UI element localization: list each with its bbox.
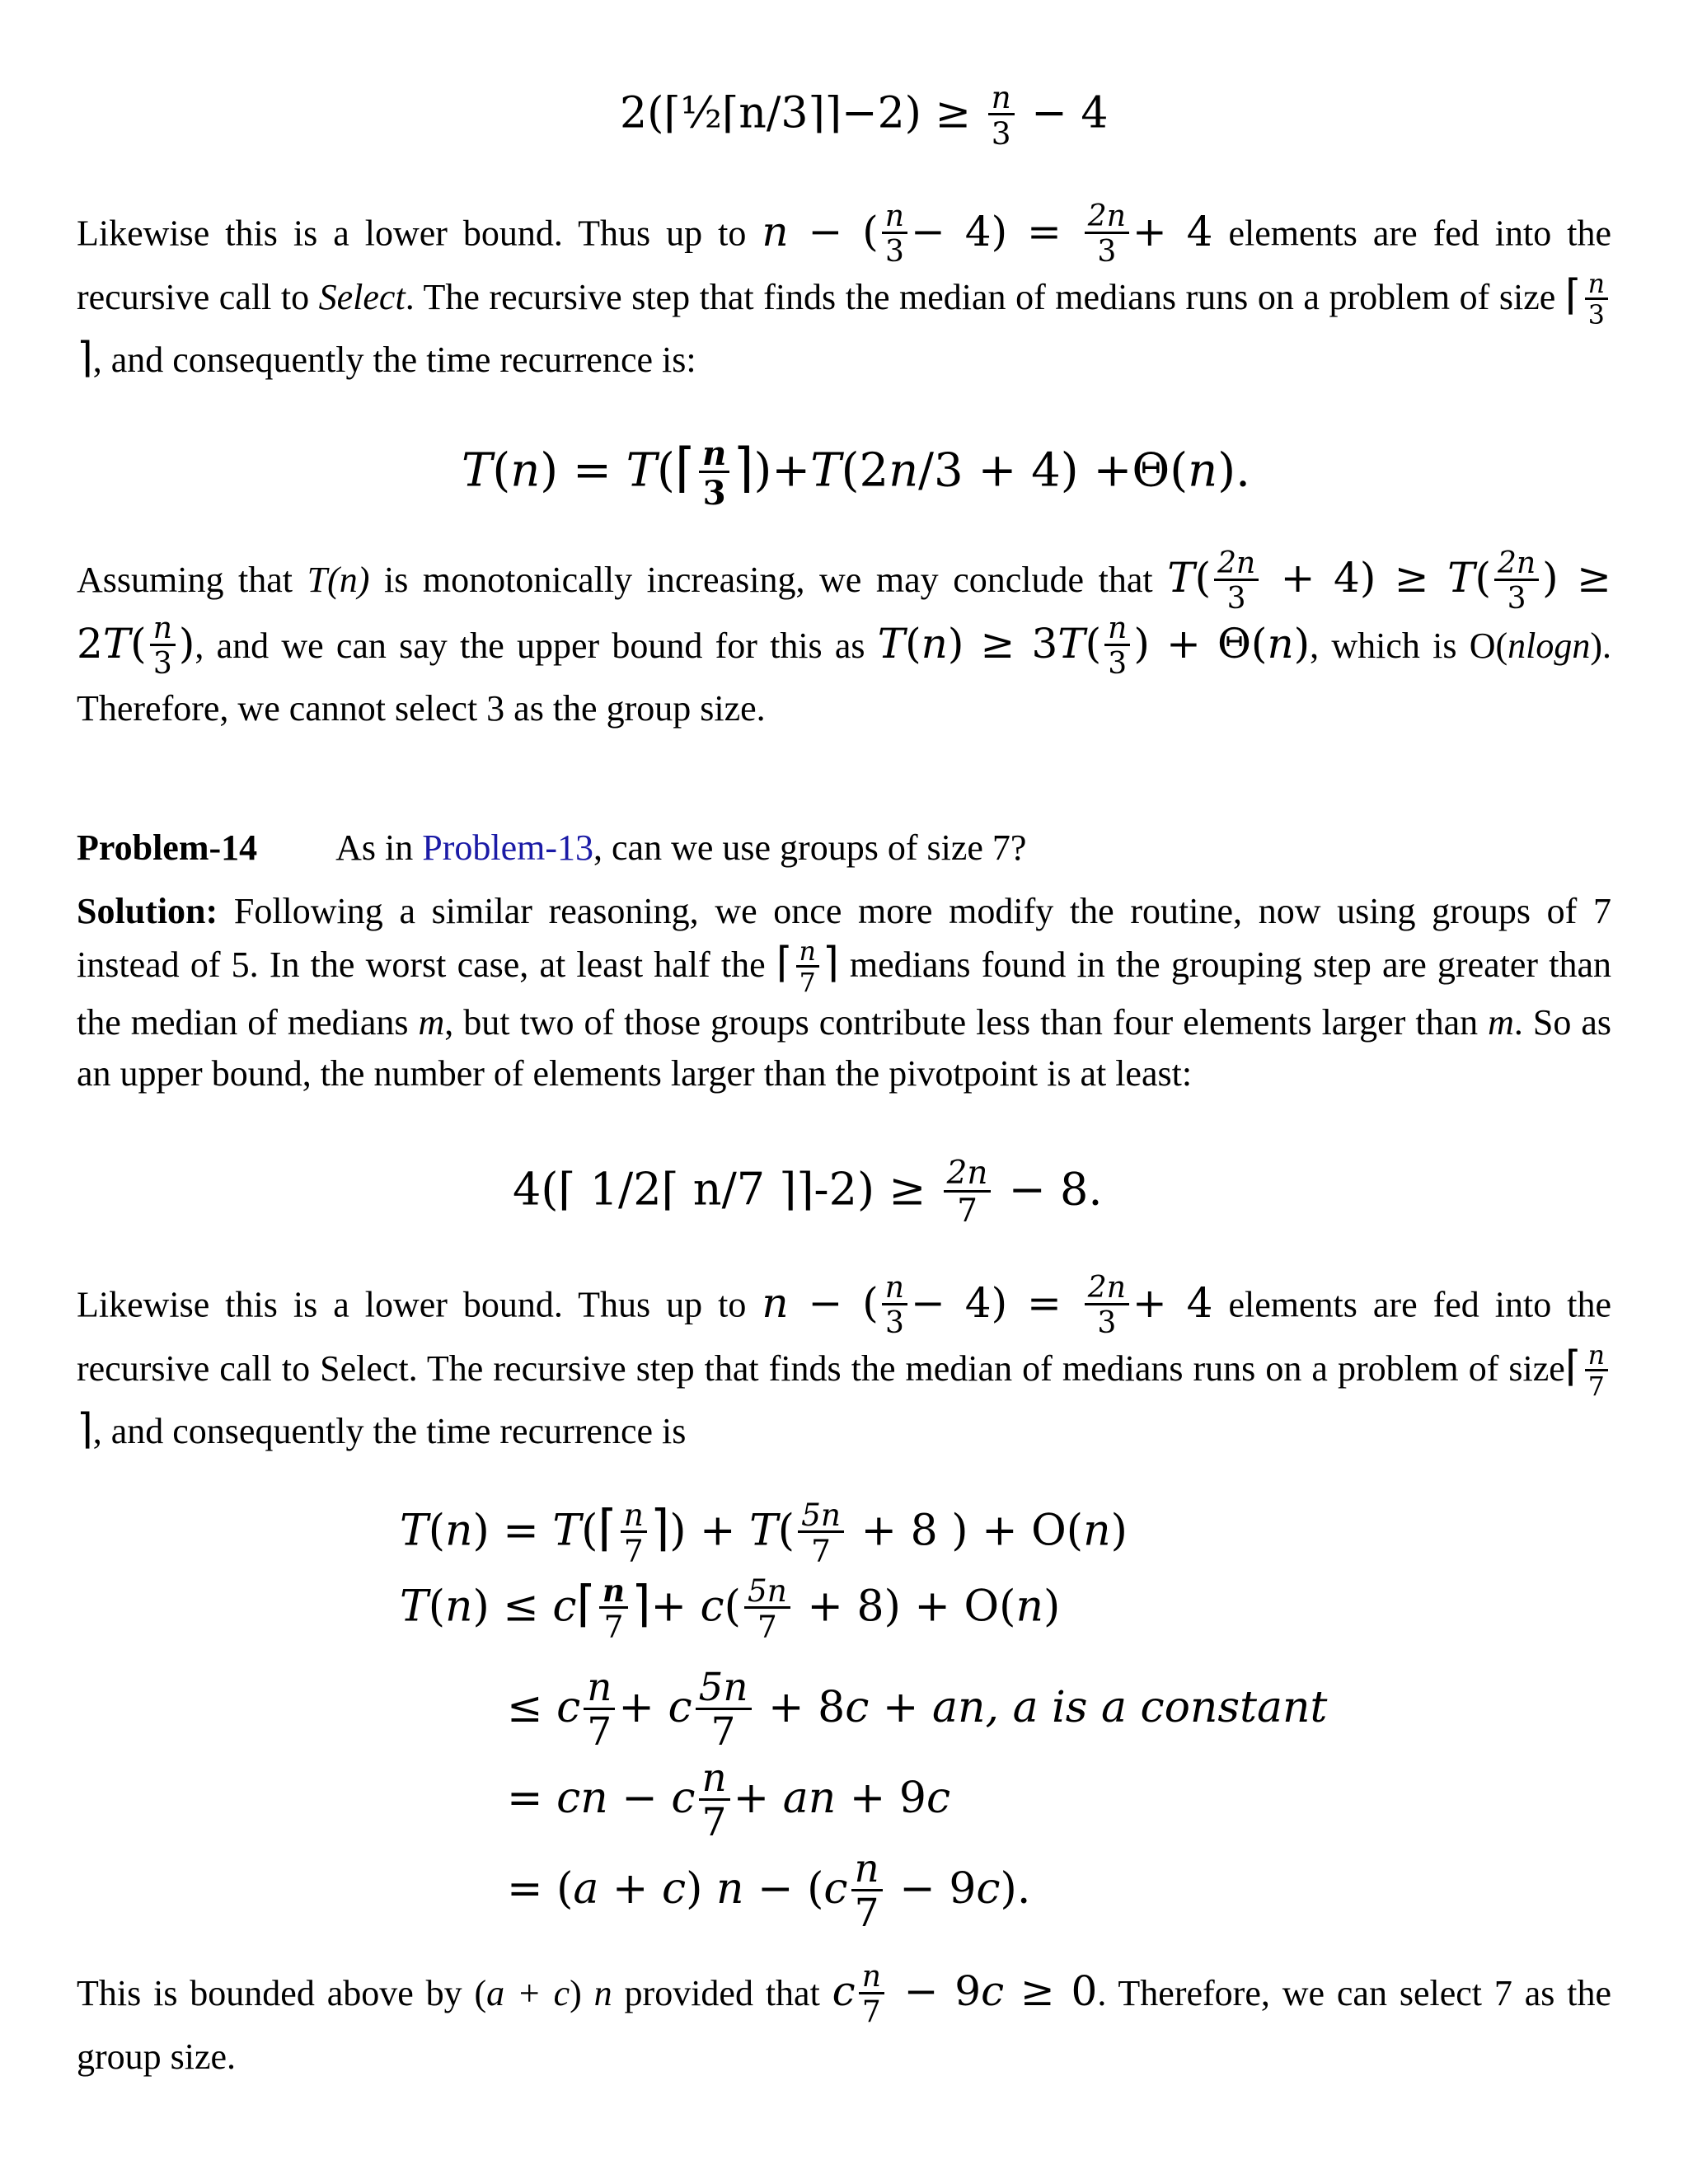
equation-middle: 4(⌈ 1/2⌈ n/7 ⌉⌉-2) ≥ $\frac{2n}{7}$ − 8. — [513, 1155, 1103, 1230]
paragraph-lower-bound-3: Likewise this is a lower bound. Thus up to n − ( $\frac{n}{3}$ − 4) = $\frac{2n}{3}$ + 4 elements are fed into the recursive call to Select. The recursive step that finds the median of medians runs on a problem of size ⌈ $\frac{n}{3}$ ⌉, and consequently the time recurrence is: — [77, 199, 1611, 382]
derivation-line-5: = (a + c) n − (c $\frac{n}{7}$ − 9c). — [507, 1847, 1031, 1936]
paragraph-conclusion: This is bounded above by (a + c) n provided that c $\frac{n}{7}$ − 9c ≥ 0. Therefore, we can select 7 as the group size. — [77, 1959, 1612, 2077]
derivation-line-2: T(n) ≤ c⌈ $\frac{n}{7}$ ⌉+ c( $\frac{5n}{7}$ + 8) + O(n) — [400, 1572, 1061, 1646]
problem-14: Problem-14 As in Problem-13, can we use groups of size 7? — [77, 827, 1027, 868]
derivation-line-4: = cn − c $\frac{n}{7}$ + an + 9c — [507, 1756, 951, 1845]
recurrence-group-3: T(n) = T(⌈ $\frac{n}{3}$ ⌉)+T(2n/3 + 4) +Θ(n). — [462, 434, 1250, 513]
problem-label: Problem-14 — [77, 827, 258, 868]
equation-top: 2(⌈½⌈n/3⌉⌉−2) ≥ $\frac{n}{3}$ − 4 — [620, 79, 1109, 152]
equation-top-lhs: 2(⌈½⌈n/3⌉⌉−2) ≥ — [620, 88, 985, 138]
paragraph-monotonic: Assuming that T(n) is monotonically increasing, we may conclude that T( $\frac{2n}{3}$ + 4) ≥ T( $\frac{2n}{3}$ ) ≥ 2T( $\frac{n}{3}$ ), and we can say the upper bound for this as T(n) ≥ 3T( $\frac{n}{3}$ ) + Θ(n), which is O(nlogn). Therefore, we cannot select 3 as the group size. — [77, 546, 1612, 729]
problem-13-link[interactable]: Problem-13 — [422, 827, 594, 868]
derivation-line-1: T(n) = T(⌈ $\frac{n}{7}$ ⌉) + T( $\frac{5n}{7}$ + 8 ) + O(n) — [400, 1497, 1128, 1570]
paragraph-lower-bound-7: Likewise this is a lower bound. Thus up to n − ( $\frac{n}{3}$ − 4) = $\frac{2n}{3}$ + 4 elements are fed into the recursive call to Select. The recursive step that finds the median of medians runs on a problem of size⌈ $\frac{n}{7}$ ⌉, and consequently the time recurrence is — [77, 1271, 1611, 1454]
solution-paragraph: Solution: Following a similar reasoning, we once more modify the routine, now using groups of 7 instead of 5. In the worst case, at least half the ⌈ $\frac{n}{7}$ ⌉ medians found in the grouping step are greater than the median of medians m, but two of those groups contribute less than four elements larger than m. So as an upper bound, the number of elements larger than the pivotpoint is at least: — [77, 891, 1611, 1094]
derivation-line-3: ≤ c $\frac{n}{7}$ + c $\frac{5n}{7}$ + 8c + an, a is a constant — [507, 1666, 1328, 1755]
solution-label: Solution: — [77, 891, 218, 931]
